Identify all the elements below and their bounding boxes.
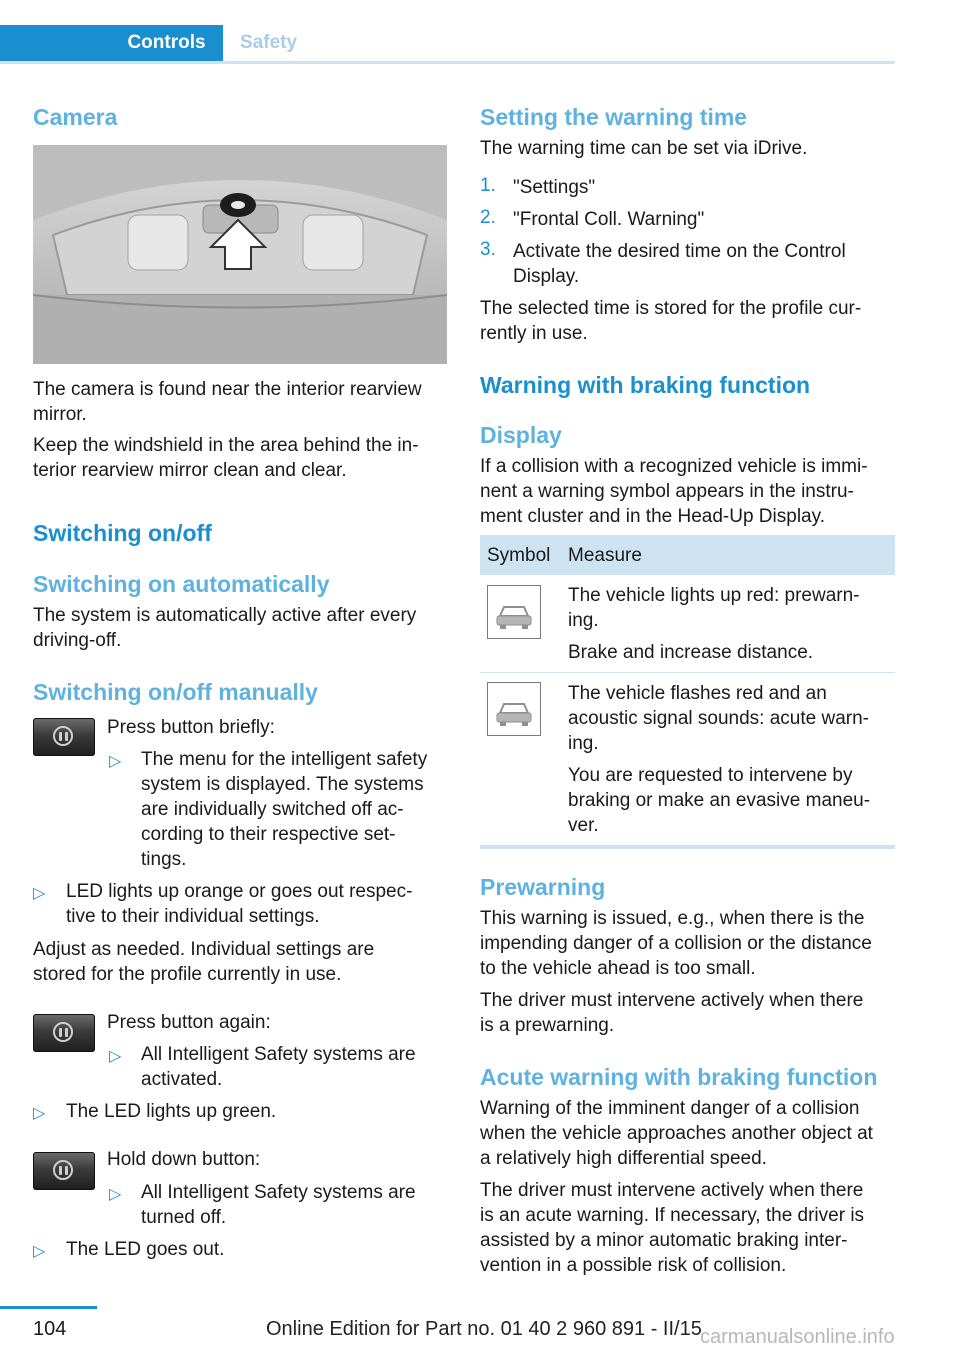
safety-button-image-2 [33, 1014, 95, 1052]
bullet-triangle-icon: ▷ [33, 885, 46, 902]
watermark: carmanualsonline.info [700, 1326, 895, 1348]
hold-button-text: Hold down button: [107, 1149, 261, 1170]
acute-heading: Acute warning with braking function [480, 1064, 878, 1090]
warning-time-paragraph: The warning time can be set via iDrive. [480, 138, 808, 159]
table-bottom-rule [480, 845, 895, 849]
stored-paragraph: The selected time is stored for the profile cur‐ rently in use. [480, 298, 862, 344]
intelligent-safety-icon [53, 726, 73, 746]
car-warning-icon [487, 682, 541, 736]
press-again-text: Press button again: [107, 1012, 271, 1033]
col-symbol-header: Symbol [487, 545, 551, 566]
car-warning-icon [487, 585, 541, 639]
intelligent-safety-icon [53, 1022, 73, 1042]
step-1-text: "Settings" [513, 177, 596, 198]
tab-safety[interactable]: Safety [240, 32, 298, 53]
auto-heading: Switching on automatically [33, 571, 330, 597]
press1-bullet-2: LED lights up orange or goes out respec‐ tive to their individual settings. [66, 881, 413, 927]
manual-heading: Switching on/off manually [33, 679, 318, 705]
camera-paragraph-1: The camera is found near the interior rearview mirror. [33, 379, 422, 425]
bullet-triangle-icon: ▷ [109, 753, 122, 770]
camera-paragraph-2: Keep the windshield in the area behind the in‐ terior rearview mirror clean and clear. [33, 435, 419, 481]
step-3-text: Activate the desired time on the Control Display. [513, 241, 846, 287]
footer-rule [0, 1306, 97, 1309]
switching-heading: Switching on/off [33, 520, 212, 546]
camera-heading: Camera [33, 104, 118, 130]
press-briefly-text: Press button briefly: [107, 717, 275, 738]
prewarning-paragraph-2: The driver must intervene actively when there is a prewarning. [480, 990, 864, 1036]
braking-heading: Warning with braking function [480, 372, 811, 398]
prewarning-paragraph-1: This warning is issued, e.g., when there is the impending danger of a collision or the distance to the vehicle ahead is too small. [480, 908, 872, 979]
bullet-triangle-icon: ▷ [109, 1048, 122, 1065]
display-heading: Display [480, 422, 562, 448]
intelligent-safety-icon [53, 1160, 73, 1180]
camera-location-photo [33, 145, 447, 364]
adjust-paragraph: Adjust as needed. Individual settings are stored for the profile currently in use. [33, 939, 375, 985]
warning-time-heading: Setting the warning time [480, 104, 748, 130]
prewarning-heading: Prewarning [480, 874, 606, 900]
auto-paragraph: The system is automatically active after every driving-off. [33, 605, 417, 651]
bullet-triangle-icon: ▷ [109, 1186, 122, 1203]
step-number: 2. [480, 207, 496, 228]
acute-paragraph-2: The driver must intervene actively when there is an acute warning. If necessary, the driver is assisted by a minor automatic braking inter‐ vention in a possible risk of collision. [480, 1180, 865, 1276]
row1-measure: The vehicle lights up red: prewarn‐ ing. Brake and increase distance. [568, 585, 860, 663]
edition-text: Online Edition for Part no. 01 40 2 960 891 - II/15 [266, 1318, 702, 1340]
step-2-text: "Frontal Coll. Warning" [513, 209, 705, 230]
car-interior-illustration [33, 145, 447, 364]
press1-bullet-1: The menu for the intelligent safety system is displayed. The systems are individually switched off ac‐ cording to their respective set‐ tings. [141, 749, 428, 870]
step-number: 3. [480, 239, 496, 260]
acute-paragraph-1: Warning of the imminent danger of a collision when the vehicle approaches another object at a relatively high differential speed. [480, 1098, 873, 1169]
display-paragraph: If a collision with a recognized vehicle is immi‐ nent a warning symbol appears in the instru‐ ment cluster and in the Head-Up Display. [480, 456, 868, 527]
safety-button-image-3 [33, 1152, 95, 1190]
press2-bullet-1: All Intelligent Safety systems are activated. [141, 1044, 416, 1090]
table-row-divider [480, 672, 895, 673]
hold-bullet-1: All Intelligent Safety systems are turned off. [141, 1182, 416, 1228]
press2-bullet-2: The LED lights up green. [66, 1101, 277, 1122]
chapter-tab-bar [0, 25, 895, 64]
col-measure-header: Measure [568, 545, 642, 566]
bullet-triangle-icon: ▷ [33, 1243, 46, 1260]
page-number: 104 [33, 1318, 67, 1340]
row2-measure: The vehicle flashes red and an acoustic signal sounds: acute warn‐ ing. You are requested to intervene by braking or make an evasive maneu‐ ver. [568, 683, 871, 836]
hold-bullet-2: The LED goes out. [66, 1239, 225, 1260]
safety-button-image-1 [33, 718, 95, 756]
bullet-triangle-icon: ▷ [33, 1105, 46, 1122]
tab-controls[interactable]: Controls [0, 25, 223, 61]
step-number: 1. [480, 175, 496, 196]
